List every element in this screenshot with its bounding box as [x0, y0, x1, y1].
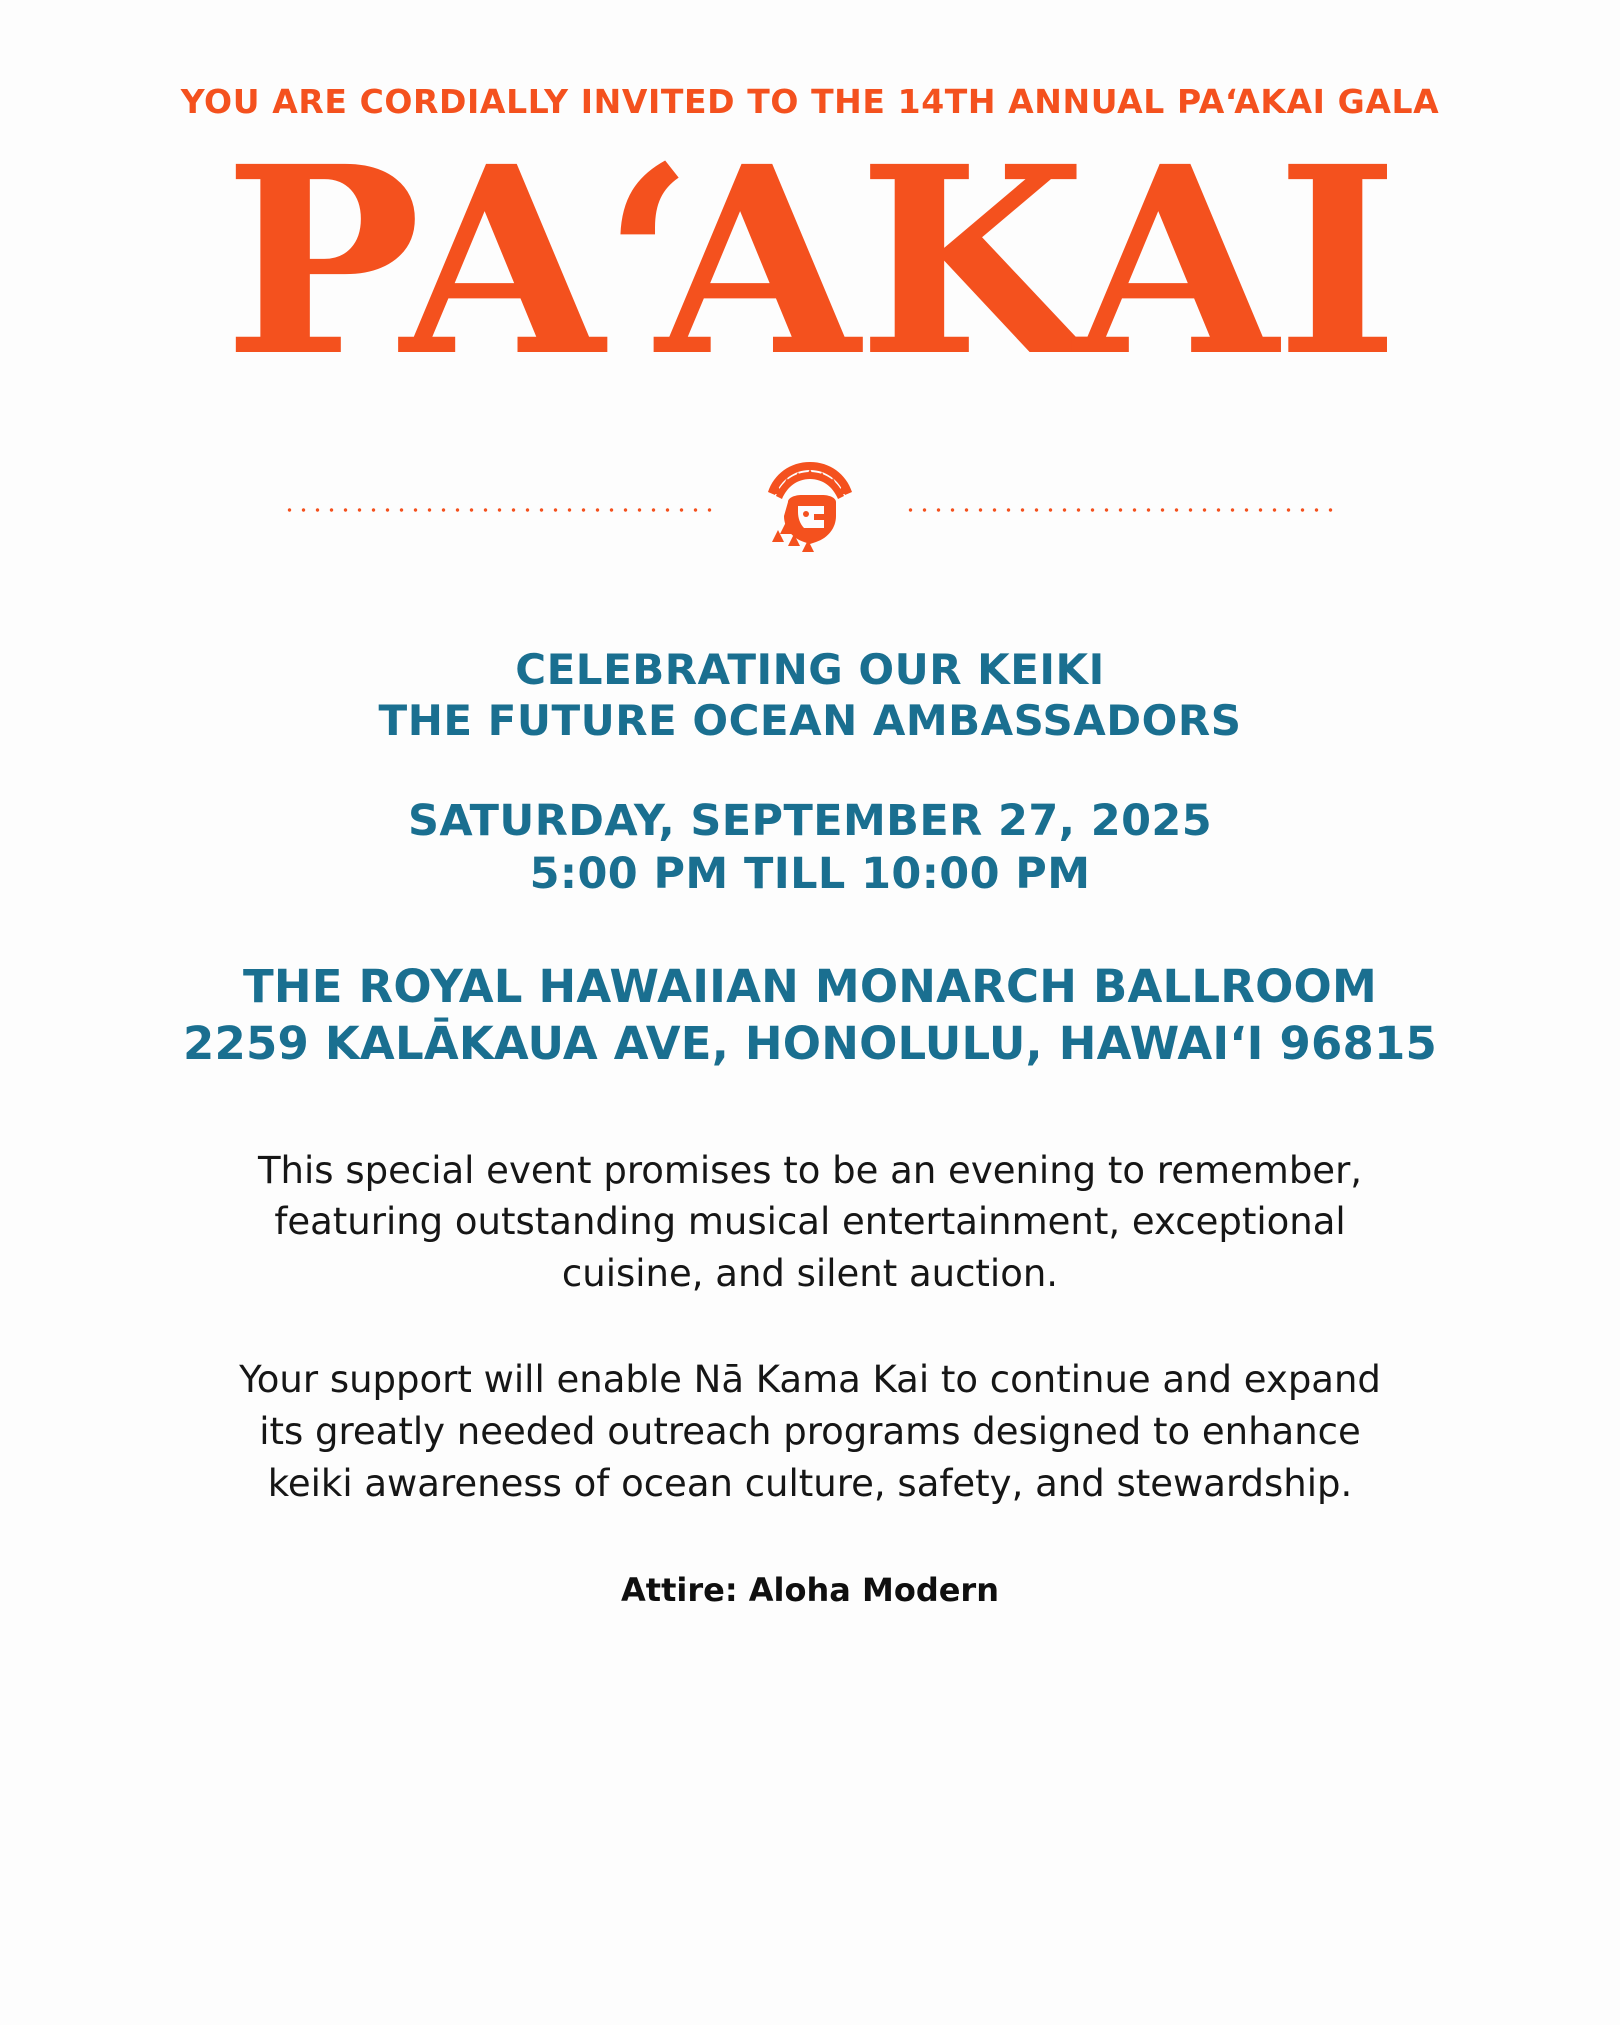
venue-address: 2259 KALĀKAUA AVE, HONOLULU, HAWAIʻI 96815	[182, 1016, 1438, 1070]
event-venue	[183, 959, 1437, 1072]
divider	[280, 454, 1340, 566]
event-time: 5:00 PM TILL 10:00 PM	[529, 848, 1091, 899]
event-date: SATURDAY, SEPTEMBER 27, 2025	[407, 795, 1213, 846]
hawaiian-helmet-ornament-icon	[745, 454, 875, 566]
dotted-rule-left	[280, 508, 719, 512]
headline-line-1: CELEBRATING OUR KEIKI	[515, 645, 1105, 695]
description-paragraph-2: Your support will enable Nā Kama Kai to continue and expand its greatly needed outreach programs designed to enhance keiki awareness of ocean culture, safety, and stewardship.	[239, 1357, 1381, 1505]
paakai-wordmark: PAʻAKAI	[223, 110, 1397, 413]
event-datetime	[408, 795, 1212, 902]
headline-line-2: THE FUTURE OCEAN AMBASSADORS	[378, 696, 1242, 746]
dotted-rule-right	[901, 508, 1340, 512]
description-paragraph-1: This special event promises to be an evening to remember, featuring outstanding musical entertainment, exceptional cuisine, and silent auction.	[257, 1148, 1363, 1296]
invitation-kicker: YOU ARE CORDIALLY INVITED TO THE 14TH ANNUAL PAʻAKAI GALA	[180, 82, 1440, 121]
headline	[379, 644, 1242, 746]
venue-name: THE ROYAL HAWAIIAN MONARCH BALLROOM	[242, 960, 1377, 1014]
attire-note: Attire: Aloha Modern	[621, 1571, 999, 1610]
